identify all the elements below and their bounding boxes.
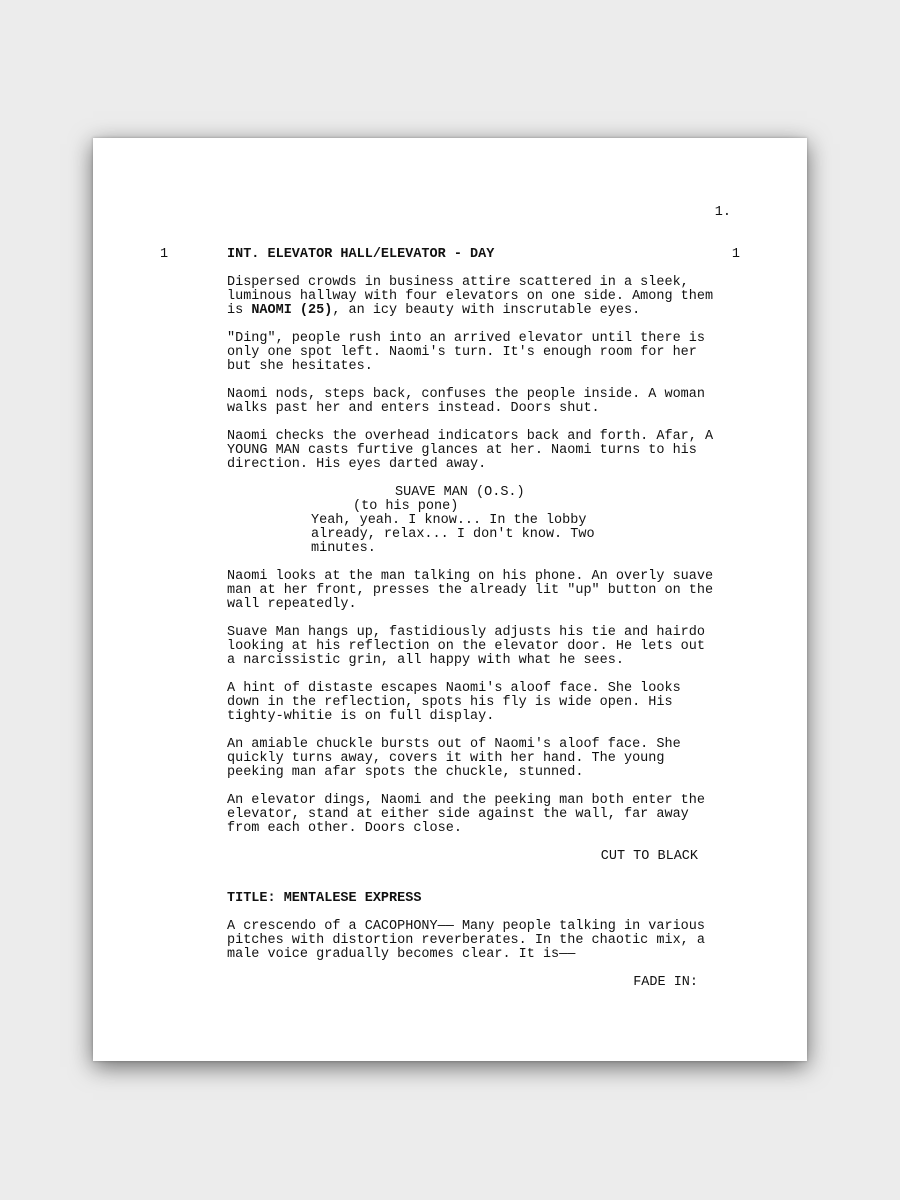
action-paragraph-7: A hint of distaste escapes Naomi's aloof face. She looks down in the reflection, spots his fly is wide open. His tighty-whitie is on full display. (227, 681, 681, 724)
action-paragraph-6: Suave Man hangs up, fastidiously adjusts his tie and hairdo looking at his reflection on the elevator door. He lets out a narcissistic grin, all happy with what he sees. (227, 625, 705, 668)
title-card: TITLE: MENTALESE EXPRESS (227, 891, 422, 906)
action-paragraph-1 (227, 276, 747, 318)
transition-cut: CUT TO BLACK (600, 849, 698, 864)
script-page (93, 138, 807, 1061)
scene-number-right: 1 (731, 247, 740, 262)
action-paragraph-3: Naomi nods, steps back, confuses the people inside. A woman walks past her and enters instead. Doors shut. (227, 387, 705, 416)
dialogue-parenthetical: (to his pone) (353, 499, 459, 514)
action-text: , an icy beauty with inscrutable eyes. (332, 303, 641, 318)
transition-fade: FADE IN: (633, 975, 698, 990)
dialogue-character: SUAVE MAN (O.S.) (395, 485, 525, 500)
action-paragraph-2: "Ding", people rush into an arrived elevator until there is only one spot left. Naomi's turn. It's enough room for her but she hesitates. (227, 331, 705, 374)
scene-heading: INT. ELEVATOR HALL/ELEVATOR - DAY (227, 247, 495, 262)
action-paragraph-10: A crescendo of a CACOPHONY—— Many people talking in various pitches with distortion reverberates. In the chaotic mix, a male voice gradually becomes clear. It is—— (227, 919, 705, 962)
action-text: Dispersed crowds in business attire scattered in a sleek, luminous hallway with four elevators on one side. Among them is (227, 275, 714, 318)
screenplay-text (93, 138, 807, 1061)
dialogue-line: Yeah, yeah. I know... In the lobby already, relax... I don't know. Two minutes. (311, 513, 595, 556)
scene-number-left: 1 (160, 247, 169, 262)
action-paragraph-9: An elevator dings, Naomi and the peeking man both enter the elevator, stand at either side against the wall, far away from each other. Doors close. (227, 793, 705, 836)
action-paragraph-4: Naomi checks the overhead indicators back and forth. Afar, A YOUNG MAN casts furtive glances at her. Naomi turns to his direction. His eyes darted away. (227, 429, 714, 472)
action-paragraph-5: Naomi looks at the man talking on his phone. An overly suave man at her front, presses the already lit "up" button on the wall repeatedly. (227, 569, 714, 612)
page-number: 1. (714, 205, 731, 220)
character-intro: NAOMI (25) (251, 303, 333, 318)
action-paragraph-8: An amiable chuckle bursts out of Naomi's aloof face. She quickly turns away, covers it with her hand. The young peeking man afar spots the chuckle, stunned. (227, 737, 681, 780)
